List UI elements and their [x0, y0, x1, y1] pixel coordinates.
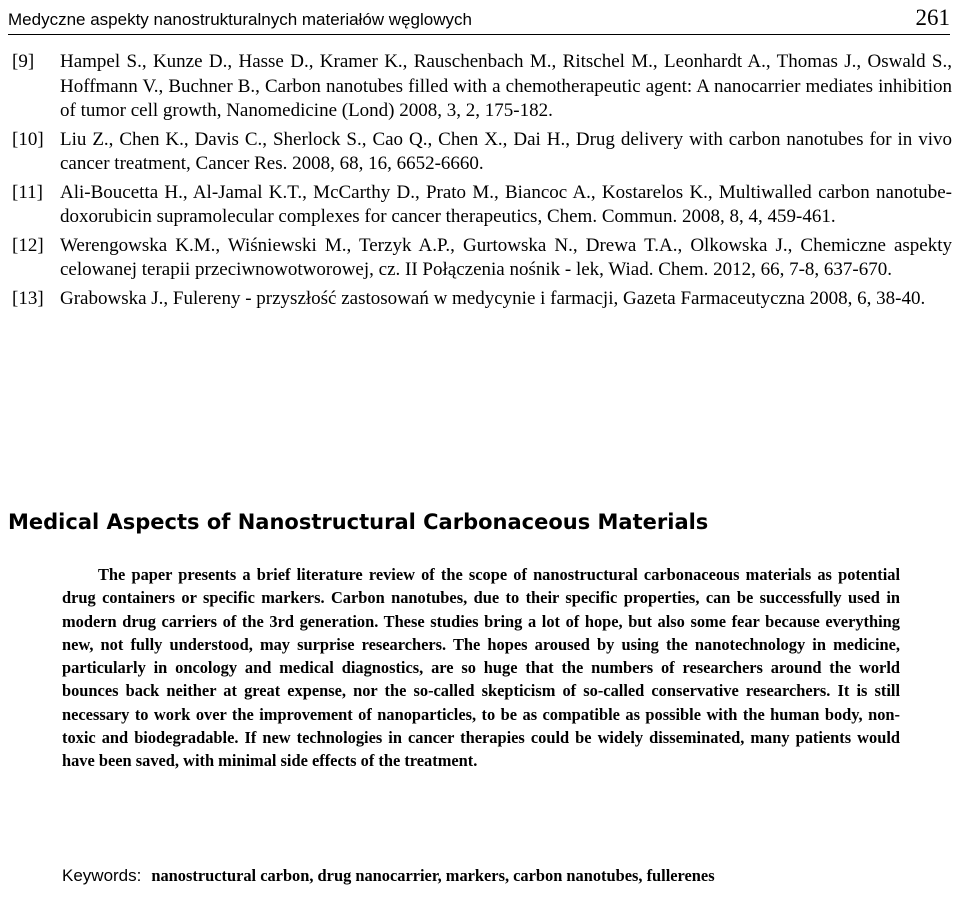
- reference-number: [12]: [12, 234, 44, 256]
- running-title: Medyczne aspekty nanostrukturalnych materiałów węglowych: [8, 10, 472, 29]
- reference-text: Liu Z., Chen K., Davis C., Sherlock S., Cao Q., Chen X., Dai H., Drug delivery with carbon nanotubes for in vivo cancer treatment, Cancer Res. 2008, 68, 16, 6652-6660.: [60, 128, 952, 174]
- reference-item: [12, 128, 952, 177]
- keywords-label: Keywords:: [62, 866, 142, 885]
- keywords-text: nanostructural carbon, drug nanocarrier, markers, carbon nanotubes, fullerenes: [151, 866, 715, 885]
- english-title: Medical Aspects of Nanostructural Carbonaceous Materials: [8, 510, 709, 534]
- reference-item: [12, 181, 952, 230]
- reference-text: Werengowska K.M., Wiśniewski M., Terzyk A.P., Gurtowska N., Drewa T.A., Olkowska J., Chemiczne aspekty celowanej terapii przeciwnowotworowej, cz. II Połączenia nośnik - lek, Wiad. Chem. 2012, 66, 7-8, 637-670.: [60, 234, 952, 280]
- reference-number: [13]: [12, 287, 44, 309]
- reference-number: [9]: [12, 51, 35, 72]
- reference-text: Ali-Boucetta H., Al-Jamal K.T., McCarthy D., Prato M., Biancoc A., Kostarelos K., Multiwalled carbon nanotube-doxorubicin supramolecular complexes for cancer therapeutics, Chem. Commun. 2008, 8, 4, 459-461.: [60, 181, 952, 227]
- reference-text: Grabowska J., Fulereny - przyszłość zastosowań w medycynie i farmacji, Gazeta Farmaceutyczna 2008, 6, 38-40.: [60, 287, 926, 309]
- page-number: 261: [915, 5, 950, 30]
- abstract-text: The paper presents a brief literature review of the scope of nanostructural carbonaceous materials as potential drug containers or specific markers. Carbon nanotubes, due to their specific properties, can be successfully used in modern drug carriers of the 3rd generation. These studies bring a lot of hope, but also some fear because everything new, not fully understood, may surprise researchers. The hopes aroused by using the nanotechnology in medicine, particularly in oncology and medical diagnostics, are so huge that the numbers of researchers around the world bounces back neither at great expense, nor the so-called skepticism of so-called conservative researchers. It is still necessary to work over the improvement of nanoparticles, to be as compatible as possible with the human body, non-toxic and biodegradable. If new technologies in cancer therapies could be widely disseminated, many patients would have been saved, with minimal side effects of the treatment.: [62, 565, 900, 771]
- reference-list: [12, 50, 952, 315]
- reference-item: [12, 234, 952, 283]
- reference-number: [10]: [12, 128, 44, 150]
- keywords-block: [62, 864, 900, 887]
- reference-item: [12, 287, 952, 312]
- page-header: [8, 0, 950, 35]
- reference-item: [12, 50, 952, 124]
- reference-number: [11]: [12, 181, 43, 203]
- reference-text: Hampel S., Kunze D., Hasse D., Kramer K., Rauschenbach M., Ritschel M., Leonhardt A., Thomas J., Oswald S., Hoffmann V., Buchner B., Carbon nanotubes filled with a chemotherapeutic agent: A nanocarrier mediates inhibition of tumor cell growth, Nanomedicine (Lond) 2008, 3, 2, 175-182.: [60, 51, 952, 121]
